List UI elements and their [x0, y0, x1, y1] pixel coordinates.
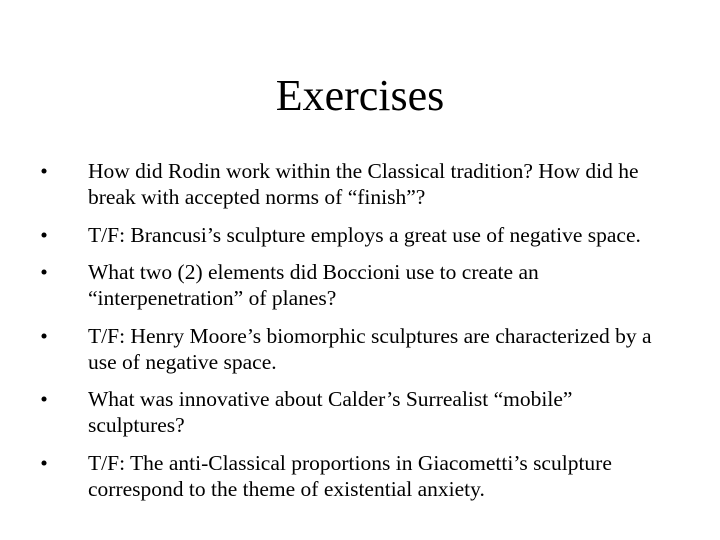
bullet-icon: •: [40, 387, 48, 412]
list-item-text: T/F: Brancusi’s sculpture employs a great use of negative space.: [88, 222, 641, 247]
list-item-text: How did Rodin work within the Classical tradition? How did he break with accepted norms of “finish”?: [88, 159, 639, 209]
slide-title: Exercises: [275, 71, 445, 120]
exercise-list: [32, 158, 672, 502]
list-item-text: What two (2) elements did Boccioni use to create an “interpenetration” of planes?: [88, 260, 539, 311]
list-item: [32, 386, 672, 438]
bullet-icon: •: [40, 323, 48, 348]
list-item-text: T/F: The anti-Classical proportions in Giacometti’s sculpture correspond to the theme of existential anxiety.: [88, 450, 612, 501]
bullet-icon: •: [40, 222, 48, 247]
list-item-text: What was innovative about Calder’s Surrealist “mobile” sculptures?: [88, 387, 573, 438]
list-item: [32, 222, 672, 248]
list-item: [32, 158, 672, 210]
bullet-icon: •: [40, 159, 48, 183]
list-item: [32, 450, 672, 502]
list-item: [32, 323, 672, 375]
list-item-text: T/F: Henry Moore’s biomorphic sculptures are characterized by a use of negative space.: [88, 323, 652, 374]
list-item: [32, 259, 672, 311]
bullet-icon: •: [40, 450, 48, 475]
bullet-icon: •: [40, 260, 48, 285]
